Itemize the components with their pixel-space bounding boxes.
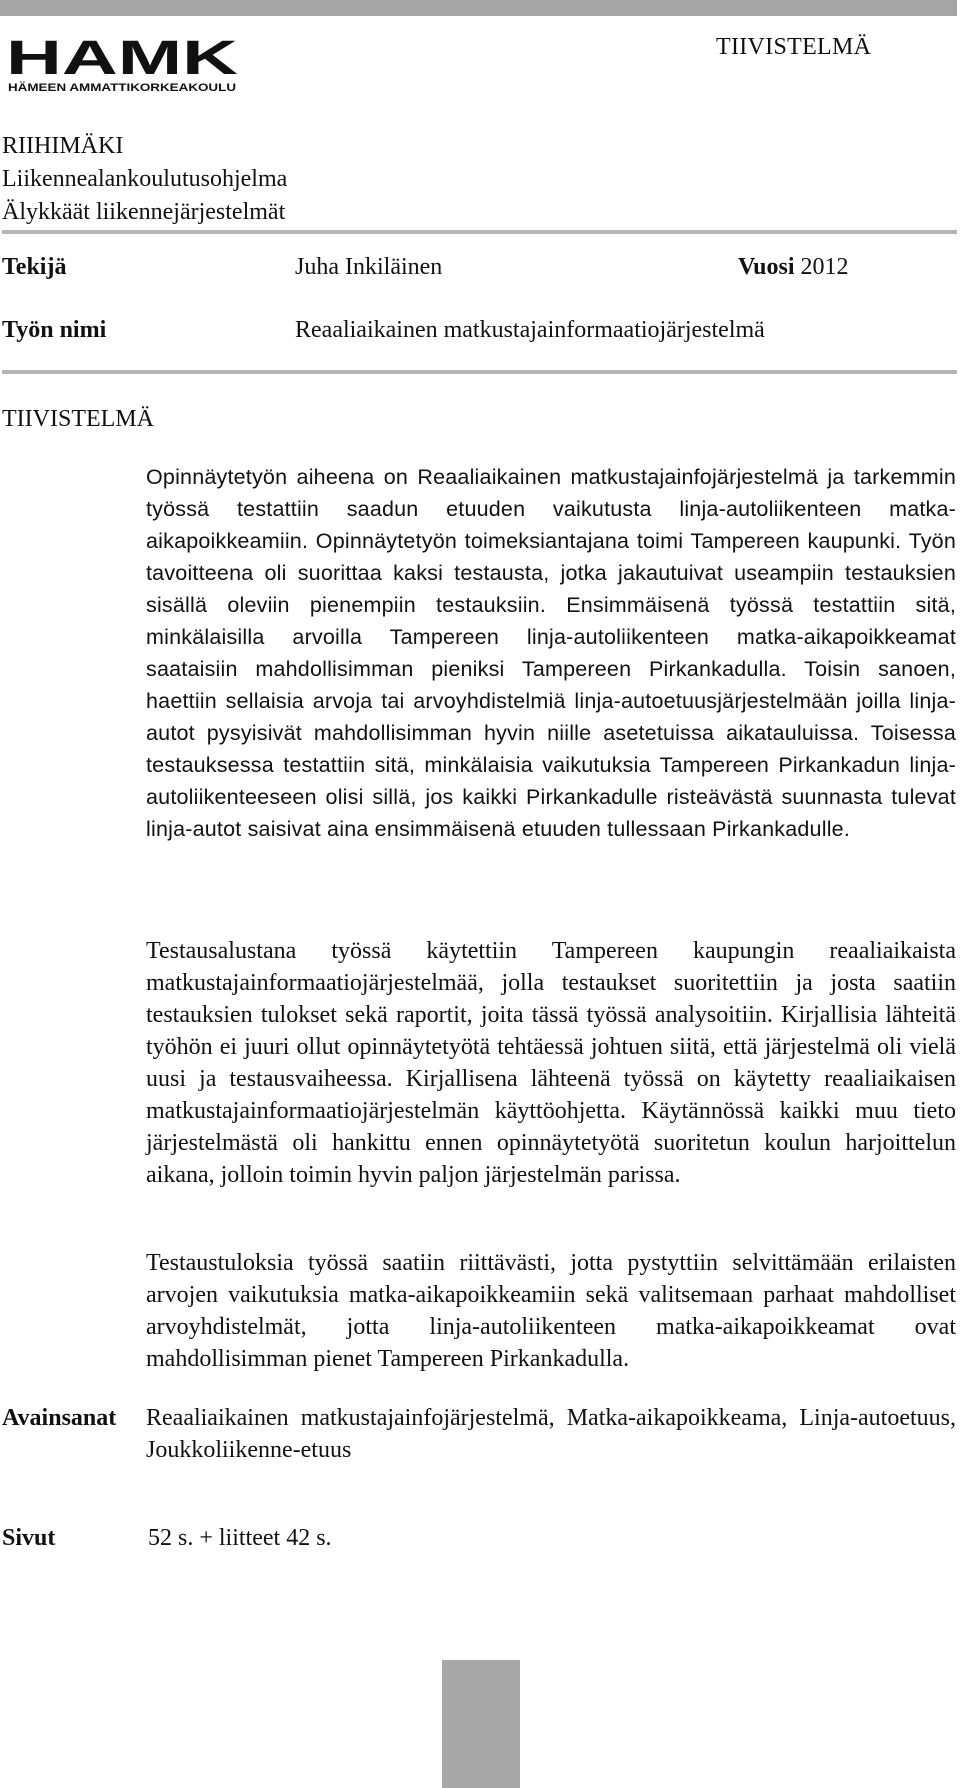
specialisation: Älykkäät liikennejärjestelmät: [2, 199, 286, 225]
campus-name: RIIHIMÄKI: [2, 133, 124, 159]
document-type-label: TIIVISTELMÄ: [716, 34, 872, 60]
thesis-title-value: Reaaliaikainen matkustajainformaatiojärjestelmä: [295, 317, 765, 343]
author-row: [2, 252, 957, 282]
title-row: [2, 315, 957, 345]
logo-wordmark: HAMK: [6, 36, 239, 85]
header-divider-bottom: [2, 370, 957, 374]
abstract-paragraph-3: Testaustuloksia työssä saatiin riittävästi, jotta pystyttiin selvittämään erilaisten arvojen vaikutuksia matka-aikapoikkeamiin sekä valitsemaan parhaat mahdolliset arvoyhdistelmät, jotta linja-autoliikenteen matka-aikapoikkeamat ovat mahdollisimman pienet Tampereen Pirkankadulla.: [146, 1250, 956, 1372]
author-label: Tekijä: [2, 254, 67, 280]
hamk-logo: [6, 36, 241, 94]
author-value: Juha Inkiläinen: [295, 254, 443, 280]
header-divider-top: [2, 230, 957, 234]
section-title: TIIVISTELMÄ: [2, 406, 154, 432]
top-accent-bar: [0, 0, 957, 16]
thesis-title-label: Työn nimi: [2, 317, 107, 343]
abstract-paragraph-1: Opinnäytetyön aiheena on Reaaliaikainen matkustajainfojärjestelmä ja tarkemmin työssä testattiin saadun etuuden vaikutusta linja-autoliikenteen matka-aikapoikkeamiin. Opinnäytetyön toimeksiantajana toimi Tampereen kaupunki. Työn tavoitteena oli suorittaa kaksi testausta, jotka jakautuivat useampiin testauksien sisällä oleviin pienempiin testauksiin. Ensimmäisenä työssä testattiin sitä, minkälaisilla arvoilla Tampereen linja-autoliikenteen matka-aikapoikkeamat saataisiin mahdollisimman pieniksi Tampereen Pirkankadulla. Toisin sanoen, haettiin sellaisia arvoja tai arvoyhdistelmiä linja-autoetuusjärjestelmään joilla linja-autot pysyisivät mahdollisimman hyvin niille asetetuissa aikatauluissa. Toisessa testauksessa testattiin sitä, minkälaisia vaikutuksia Tampereen Pirkankadun linja-autoliikenteeseen olisi sillä, jos kaikki Pirkankadulle risteävästä suunnasta tulevat linja-autot saisivat aina ensimmäisenä etuuden tullessaan Pirkankadulle.: [146, 465, 956, 841]
year-value: 2012: [800, 254, 849, 280]
keywords-value: Reaaliaikainen matkustajainfojärjestelmä, Matka-aikapoikkeama, Linja-autoetuus, Joukkoliikenne-etuus: [146, 1405, 956, 1463]
footer-accent-block: [442, 1660, 520, 1788]
degree-programme: Liikennealankoulutusohjelma: [2, 166, 288, 192]
pages-value: 52 s. + liitteet 42 s.: [148, 1525, 332, 1551]
keywords-label: Avainsanat: [2, 1405, 117, 1431]
year-label: Vuosi: [738, 254, 795, 280]
abstract-paragraph-2: Testausalustana työssä käytettiin Tampereen kaupungin reaaliaikaista matkustajainformaatiojärjestelmää, jolla testaukset suoritettiin ja josta saatiin testauksien tulokset sekä raportit, joita tässä työssä analysoitiin. Kirjallisia lähteitä työhön ei juuri ollut opinnäytetyötä tehtäessä johtuen siitä, että järjestelmä oli vielä uusi ja testausvaiheessa. Kirjallisena lähteenä työssä on käytetty reaaliaikaisen matkustajainformaatiojärjestelmän käyttöohjetta. Käytännössä kaikki muu tieto järjestelmästä oli hankittu ennen opinnäytetyötä suoritetun koulun harjoittelun aikana, jolloin toimin hyvin paljon järjestelmän parissa.: [146, 938, 956, 1188]
year-field: [738, 252, 848, 282]
hamk-logo-mark: [6, 36, 241, 94]
pages-label: Sivut: [2, 1525, 56, 1551]
logo-subtitle: HÄMEEN AMMATTIKORKEAKOULU: [8, 82, 195, 94]
header-lines: [2, 130, 287, 229]
